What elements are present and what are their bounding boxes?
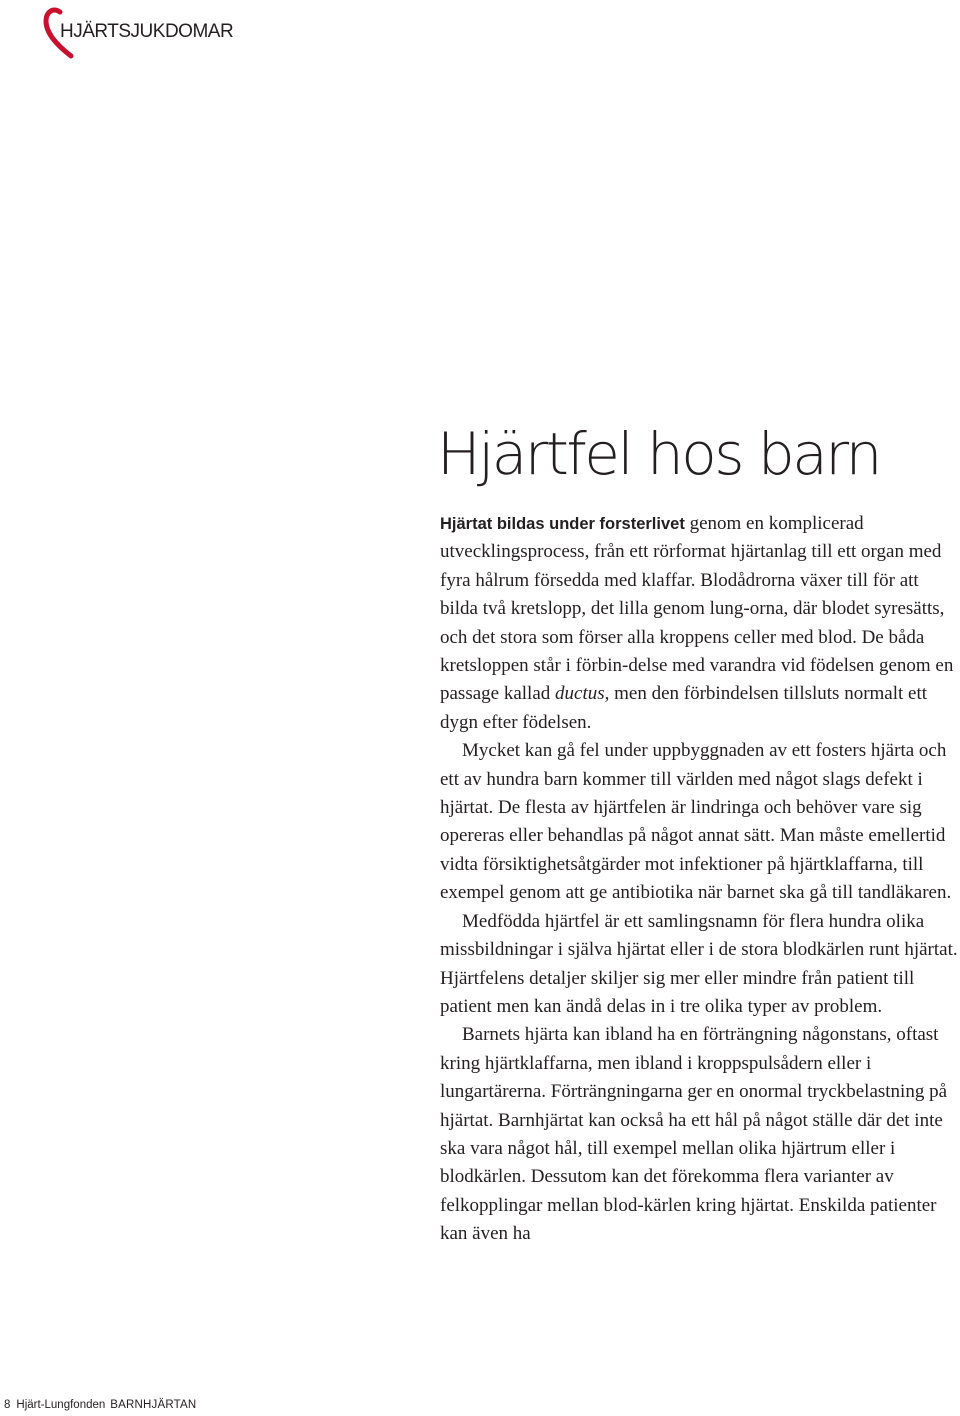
article-title: Hjärtfel hos barn <box>437 420 880 488</box>
footer-publisher: Hjärt-Lungfonden <box>16 1399 106 1411</box>
article-body <box>440 510 958 1249</box>
paragraph-2: Mycket kan gå fel under uppbyggnaden av ett fosters hjärta och ett av hundra barn kommer till världen med något slags defekt i hjärtat. De flesta av hjärtfelen är lindringa och behöver vare sig opereras eller behandlas på något annat sätt. Man måste emellertid vidta försiktighetsåtgärder mot infektioner på hjärtklaffarna, till exempel genom att ge antibiotika när barnet ska gå till tandläkaren. <box>440 740 952 904</box>
footer-publication: BARNHJÄRTAN <box>110 1399 197 1411</box>
section-label: HJÄRTSJUKDOMAR <box>60 21 234 42</box>
page-number: 8 <box>4 1399 11 1411</box>
paragraph-4: Barnets hjärta kan ibland ha en förträngning någonstans, oftast kring hjärtklaffarna, men ibland i kroppspulsådern eller i lungartärerna. Förträngningarna ger en onormal tryckbelastning på hjärtat. Barnhjärtat kan också ha ett hål på något ställe där det inte ska vara något hål, till exempel mellan olika hjärtrum eller i blodkärlen. Dessutom kan det förekomma flera varianter av felkopplingar mellan blod-kärlen kring hjärtat. Enskilda patienter kan även ha <box>440 1024 948 1245</box>
page-footer <box>4 1399 196 1411</box>
paragraph-1 <box>440 510 958 737</box>
paragraph-3: Medfödda hjärtfel är ett samlingsnamn för flera hundra olika missbildningar i själva hjärtat eller i de stora blodkärlen runt hjärtat. Hjärtfelens detaljer skiljer sig mer eller mindre från patient till patient men kan ändå delas in i tre olika typer av problem. <box>440 910 958 1017</box>
paragraph-1-text-b: , men den förbindelsen tillsluts normalt ett dygn efter födelsen. <box>440 683 928 733</box>
lead-text: Hjärtat bildas under forsterlivet <box>440 515 685 533</box>
paragraph-1-text-a: genom en komplicerad utvecklingsprocess, från ett rörformat hjärtanlag till ett organ med fyra hålrum försedda med klaffar. Blodådrorna växer till för att bilda två kretslopp, det lilla genom lung-orna, där blodet syresätts, och det stora som förser alla kroppens celler med blod. De båda kretsloppen står i förbin-delse med varandra vid födelsen genom en passage kallad <box>440 513 954 705</box>
italic-term: ductus <box>555 683 605 705</box>
